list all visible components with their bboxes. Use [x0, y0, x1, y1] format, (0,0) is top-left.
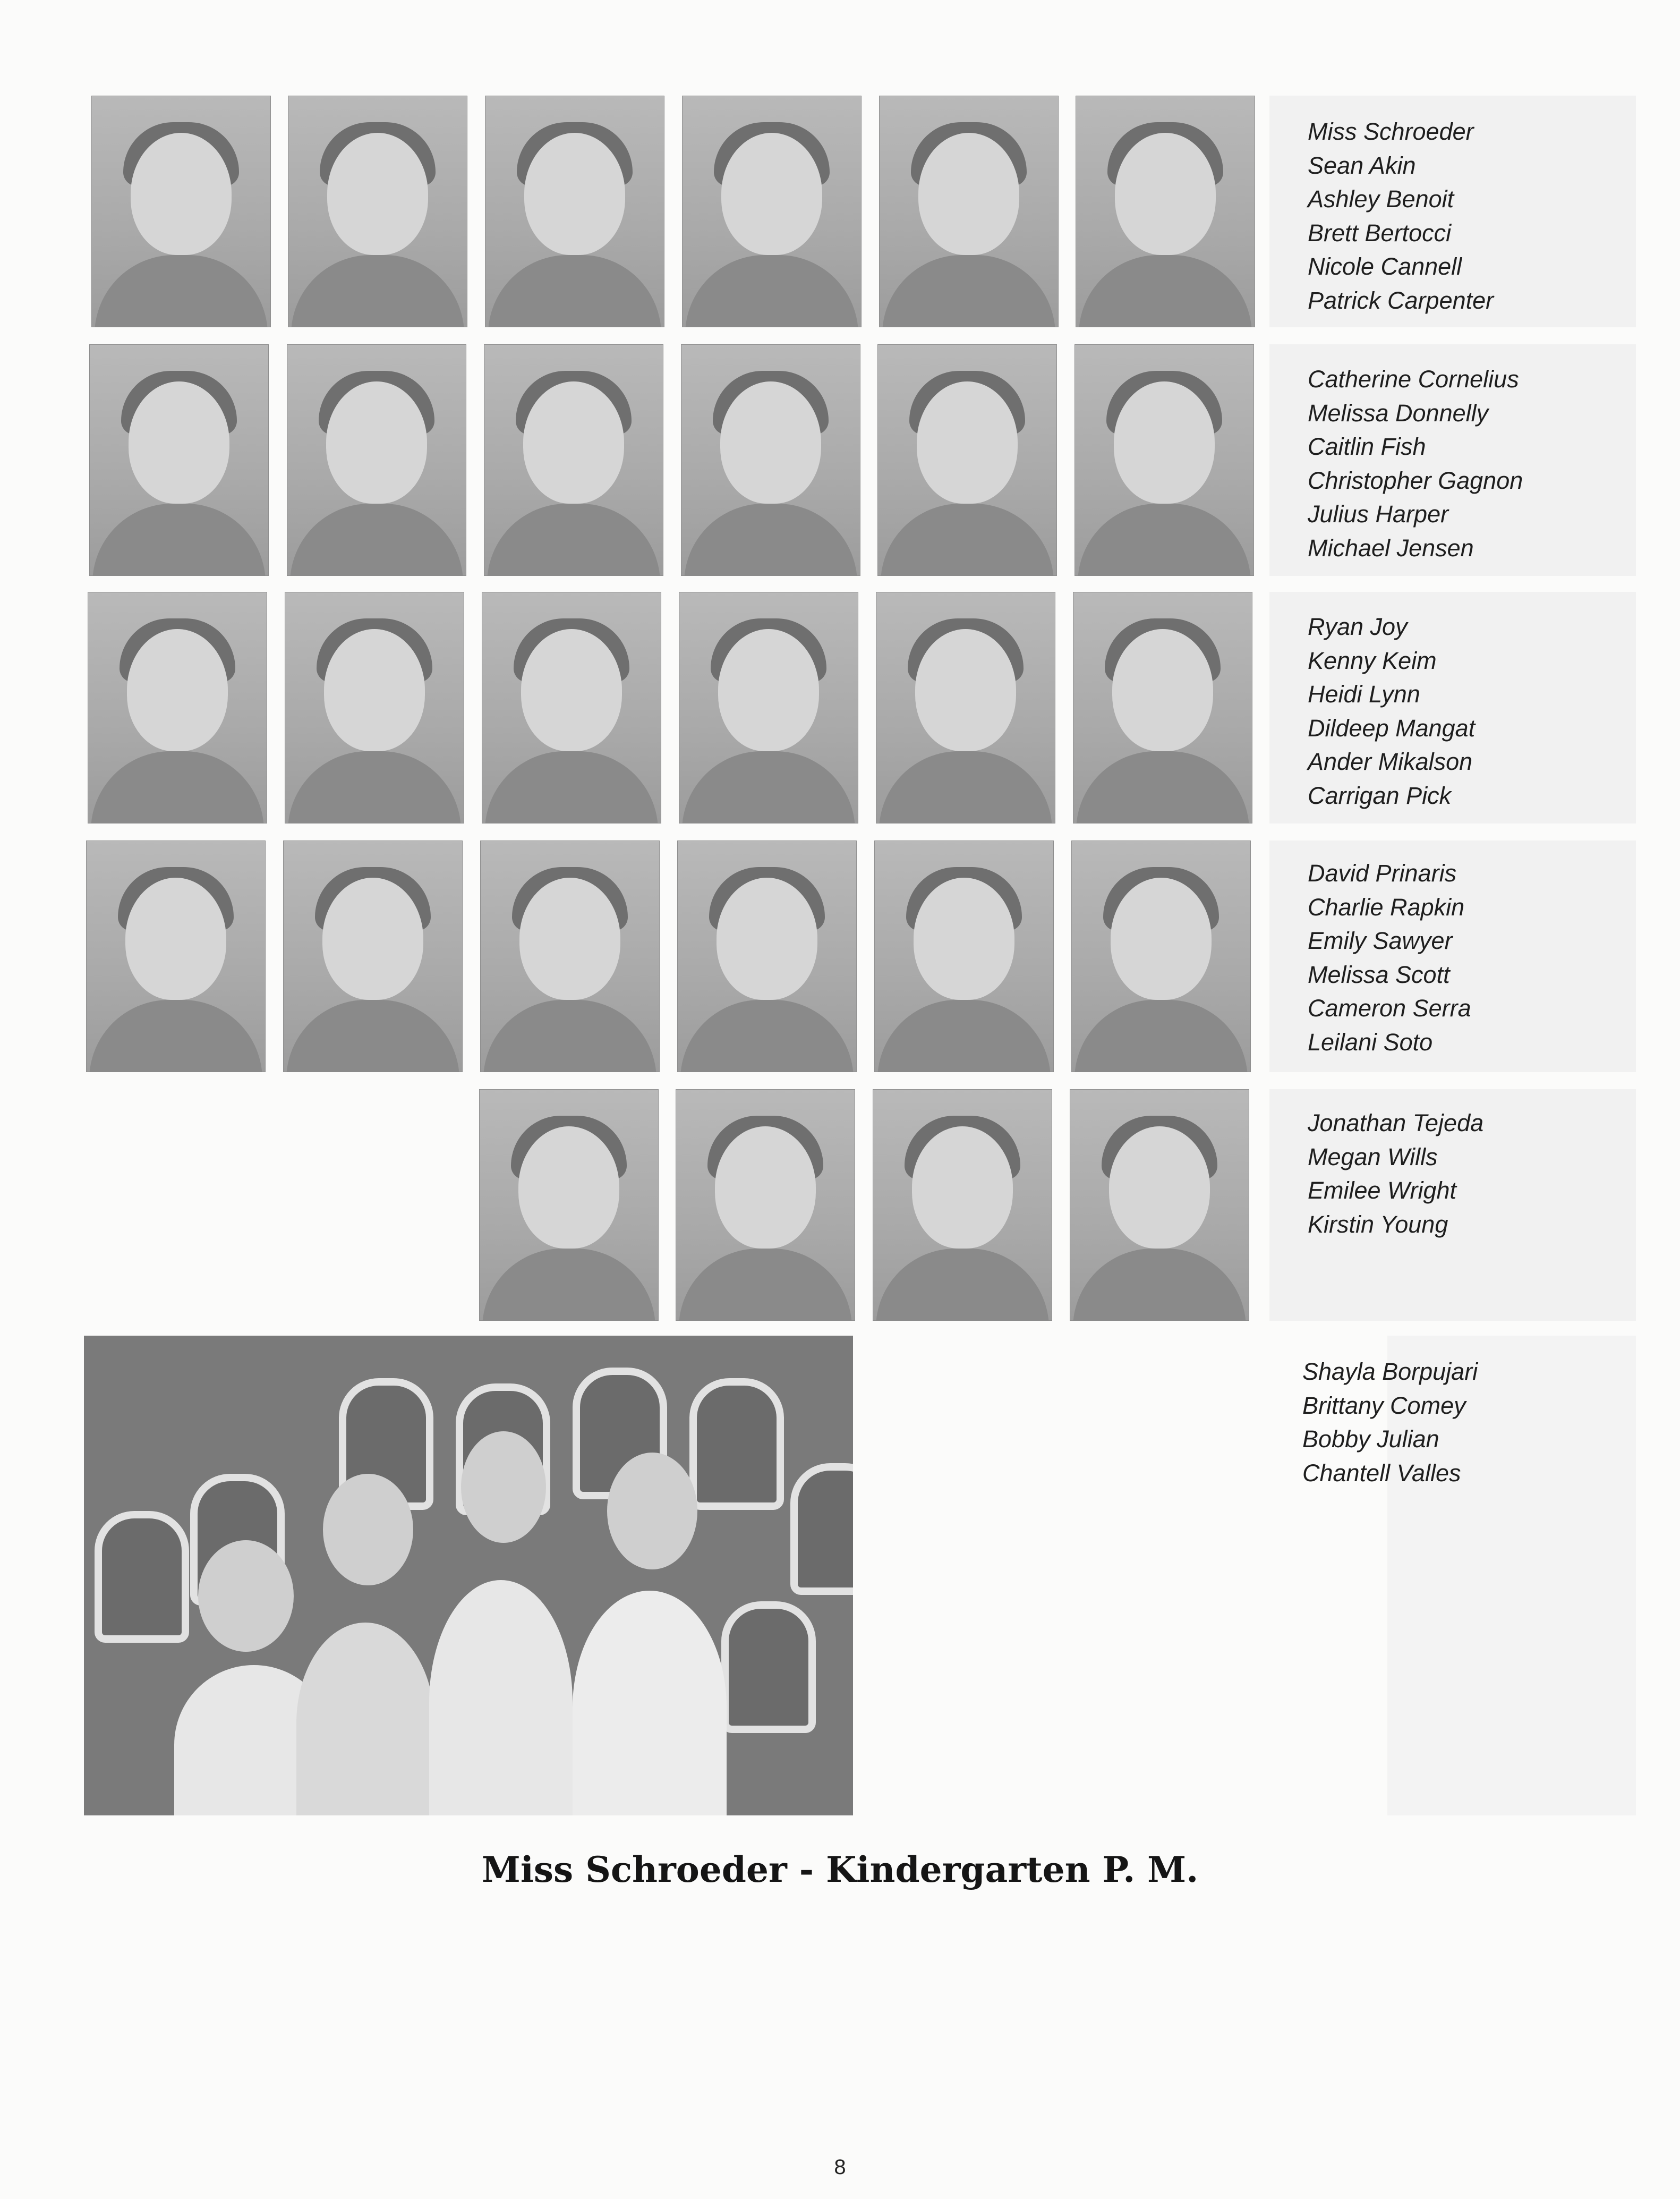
portrait-photo — [679, 592, 858, 823]
student-name: Brett Bertocci — [1308, 219, 1452, 247]
student-name: Kirstin Young — [1308, 1210, 1448, 1238]
student-name: Heidi Lynn — [1308, 681, 1420, 708]
student-name: Caitlin Fish — [1308, 433, 1426, 461]
student-name: Leilani Soto — [1308, 1028, 1433, 1056]
portrait-photo — [1076, 96, 1255, 327]
student-name: Shayla Borpujari — [1302, 1358, 1478, 1385]
portrait-photo — [89, 344, 269, 576]
student-name: Christopher Gagnon — [1308, 466, 1523, 494]
portrait-photo — [874, 840, 1054, 1072]
portrait-photo — [86, 840, 266, 1072]
student-name: Ryan Joy — [1308, 613, 1408, 640]
student-name: Cameron Serra — [1308, 995, 1471, 1022]
page-caption: Miss Schroeder - Kindergarten P. M. — [481, 1849, 1199, 1890]
portrait-photo — [482, 592, 661, 823]
student-name: Carrigan Pick — [1308, 782, 1452, 809]
student-name: Megan Wills — [1308, 1143, 1438, 1170]
names-list-row-3 — [1308, 610, 1475, 813]
portrait-photo — [485, 96, 664, 327]
student-name: Jonathan Tejeda — [1308, 1109, 1484, 1136]
student-name: Nicole Cannell — [1308, 253, 1462, 281]
portrait-photo — [677, 840, 857, 1072]
page-number: 8 — [834, 2155, 846, 2179]
student-name: Patrick Carpenter — [1308, 286, 1494, 314]
student-name: David Prinaris — [1308, 860, 1457, 887]
names-list-row-5 — [1308, 1106, 1483, 1241]
student-name: Sean Akin — [1308, 151, 1416, 179]
student-name: Emily Sawyer — [1308, 927, 1453, 955]
student-name: Melissa Scott — [1308, 961, 1450, 988]
portrait-photo — [877, 344, 1057, 576]
student-name: Michael Jensen — [1308, 534, 1474, 562]
student-name: Julius Harper — [1308, 500, 1449, 528]
portrait-photo — [1073, 592, 1252, 823]
portrait-photo — [681, 344, 860, 576]
portrait-photo — [88, 592, 267, 823]
portrait-photo — [1070, 1089, 1249, 1321]
student-name: Brittany Comey — [1302, 1391, 1466, 1419]
group-names-list — [1302, 1355, 1478, 1490]
portrait-photo — [288, 96, 467, 327]
portrait-photo — [283, 840, 463, 1072]
portrait-photo — [1071, 840, 1251, 1072]
student-name: Bobby Julian — [1302, 1425, 1439, 1453]
portrait-photo — [480, 840, 660, 1072]
student-name: Miss Schroeder — [1308, 118, 1474, 145]
student-name: Kenny Keim — [1308, 647, 1437, 674]
portrait-photo — [879, 96, 1059, 327]
student-name: Chantell Valles — [1302, 1459, 1461, 1487]
portrait-photo — [873, 1089, 1052, 1321]
portrait-photo — [1074, 344, 1254, 576]
group-photo — [84, 1336, 853, 1815]
student-name: Melissa Donnelly — [1308, 399, 1489, 427]
names-list-row-2 — [1308, 362, 1523, 565]
portrait-photo — [91, 96, 271, 327]
student-name: Ander Mikalson — [1308, 748, 1473, 776]
portrait-photo — [479, 1089, 659, 1321]
portrait-photo — [285, 592, 464, 823]
student-name: Ashley Benoit — [1308, 185, 1454, 213]
names-list-row-1 — [1308, 115, 1494, 318]
student-name: Dildeep Mangat — [1308, 714, 1476, 742]
student-name: Emilee Wright — [1308, 1177, 1457, 1204]
names-list-row-4 — [1308, 856, 1471, 1059]
portrait-photo — [682, 96, 862, 327]
portrait-photo — [287, 344, 466, 576]
portrait-photo — [876, 592, 1055, 823]
student-name: Catherine Cornelius — [1308, 366, 1519, 393]
portrait-photo — [676, 1089, 855, 1321]
student-name: Charlie Rapkin — [1308, 893, 1465, 921]
portrait-photo — [484, 344, 663, 576]
